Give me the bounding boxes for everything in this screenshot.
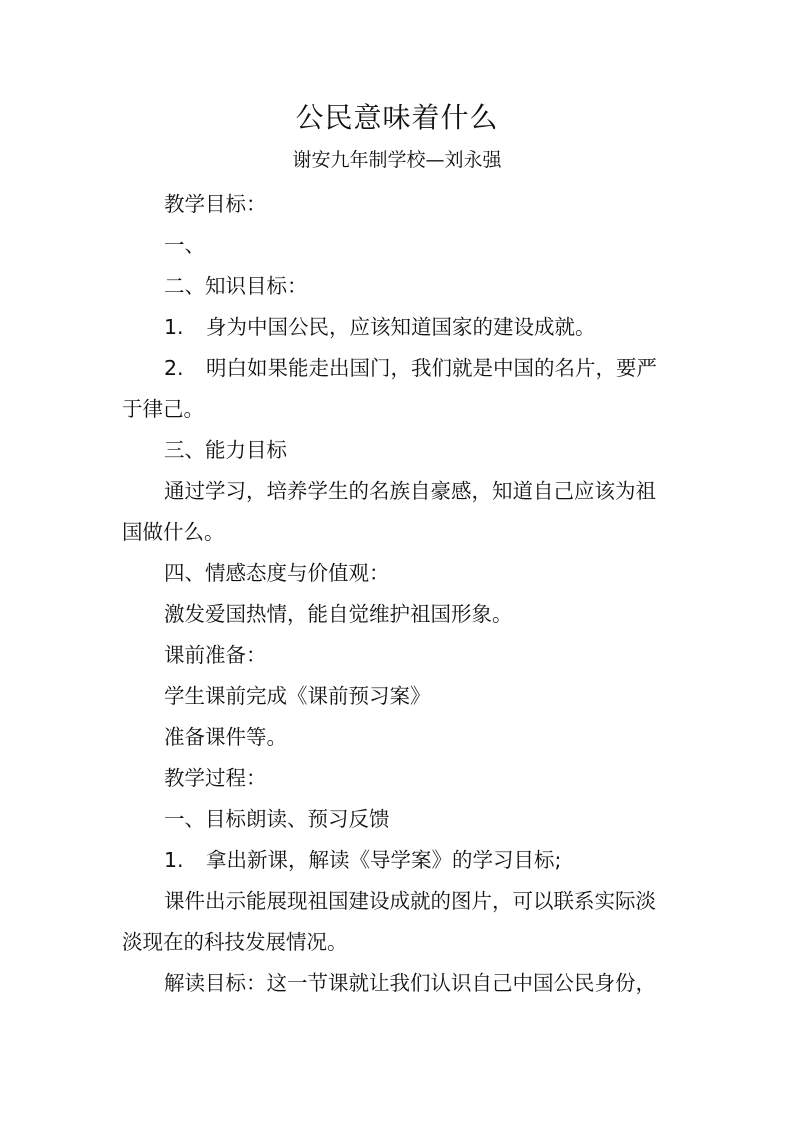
line-text: 学生课前完成《课前预习案》 [164,684,431,708]
document-subtitle: 谢安九年制学校—刘永强 [292,149,502,171]
line-text: 激发爱国热情，能自觉维护祖国形象。 [164,602,513,626]
line-text: 准备课件等。 [164,725,287,749]
paragraph-line [122,266,674,307]
line-text: 于律己。 [122,397,204,421]
line-text: 课件出示能展现祖国建设成就的图片，可以联系实际淡 [164,889,656,913]
line-text: 四、情感态度与价值观： [164,561,390,585]
paragraph-line [122,963,674,1004]
paragraph-line [122,881,674,922]
line-text: 拿出新课，解读《导学案》的学习目标; [206,848,562,872]
paragraph-line [122,471,674,512]
line-text: 国做什么。 [122,520,225,544]
paragraph-line [122,840,674,881]
paragraph-line [122,348,674,389]
paragraph-line [122,635,674,676]
paragraph-line [122,389,674,430]
document-title: 公民意味着什么 [295,101,499,134]
list-number: 1. [164,315,184,339]
line-text: 一、目标朗读、预习反馈 [164,807,390,831]
line-text: 身为中国公民，应该知道国家的建设成就。 [206,315,596,339]
paragraph-line [122,758,674,799]
paragraph-line [122,430,674,471]
paragraph-line [122,553,674,594]
paragraph-line [122,922,674,963]
paragraph-line [122,717,674,758]
paragraph-line [122,225,674,266]
line-text: 课前准备： [164,643,267,667]
line-text: 淡现在的科技发展情况。 [122,930,348,954]
line-text: 明白如果能走出国门，我们就是中国的名片，要严 [206,356,657,380]
line-text: 一、 [164,233,205,257]
list-number: 2. [164,356,184,380]
line-text: 三、能力目标 [164,438,287,462]
paragraph-line [122,512,674,553]
line-text: 解读目标：这一节课就让我们认识自己中国公民身份， [164,971,656,995]
line-text: 教学过程： [164,766,267,790]
list-number: 1. [164,848,184,872]
paragraph-line [122,184,674,225]
line-text: 通过学习，培养学生的名族自豪感，知道自己应该为祖 [164,479,656,503]
line-text: 二、知识目标： [164,274,308,298]
paragraph-line [122,799,674,840]
paragraph-line [122,307,674,348]
line-text: 教学目标： [164,192,267,216]
paragraph-line [122,594,674,635]
document-body [122,184,674,1004]
paragraph-line [122,676,674,717]
